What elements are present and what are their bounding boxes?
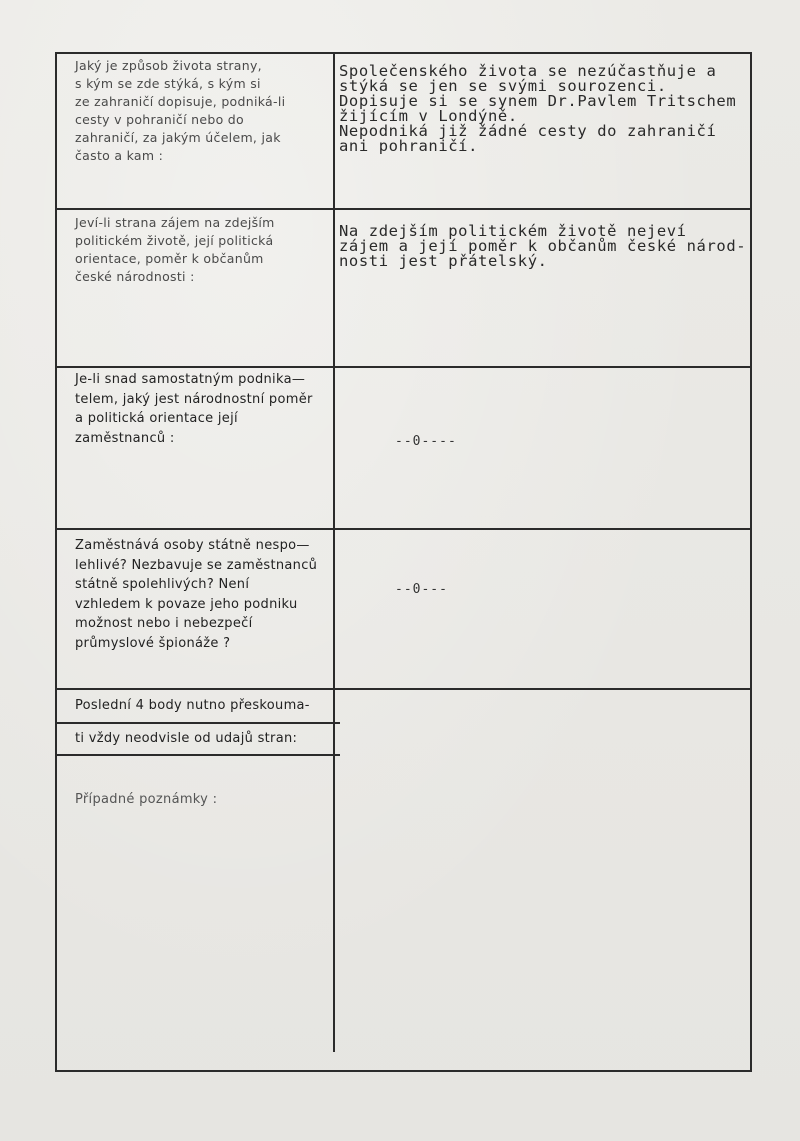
table-right-border (750, 52, 752, 1072)
question-employees: Zaměstnává osoby státně nespo— lehlivé? Nezbavuje se zaměstnanců státně spolehlivých? Není vzhledem k povaze jeho podniku možnost nebo i nebezpečí průmyslové špionáže ? (75, 538, 318, 651)
question-entrepreneur: Je-li snad samostatným podnika— telem, jaký jest národnostní poměr a politická orientace její zaměstnanců : (75, 372, 313, 446)
row-divider-3 (55, 528, 752, 530)
row-divider-5 (55, 722, 340, 724)
answer-employees: --0--- (395, 582, 448, 597)
table-left-border (55, 52, 57, 1072)
row-divider-6 (55, 754, 340, 756)
table-bottom-border (55, 1070, 752, 1072)
question-political-interest: Jeví-li strana zájem na zdejším politickém životě, její politická orientace, poměr k občanům české národnosti : (75, 215, 275, 284)
row-divider-1 (55, 208, 752, 210)
questionnaire-form (55, 52, 752, 1072)
answer-lifestyle: Společenského života se nezúčastňuje a stýká se jen se svými sourozenci. Dopisuje si se synem Dr.Pavlem Tritschem žijícím v Londýně. Nepodniká již žádné cesty do zahraničí ani pohraničí. (339, 62, 737, 155)
answer-political-interest: Na zdejším politickém životě nejeví zájem a její poměr k občanům české národ- nosti jest přátelský. (339, 222, 747, 270)
row-divider-4 (55, 688, 752, 690)
answer-entrepreneur: --0---- (395, 434, 457, 449)
row-divider-2 (55, 366, 752, 368)
notes-label: Případné poznámky : (75, 792, 218, 807)
review-instruction-line1: Poslední 4 body nutno přeskouma- (75, 698, 310, 713)
table-top-border (55, 52, 752, 54)
review-instruction-line2: ti vždy neodvisle od udajů stran: (75, 731, 298, 746)
question-lifestyle: Jaký je způsob života strany, s kým se zde stýká, s kým si ze zahraničí dopisuje, podniká-li cesty v pohraničí nebo do zahraničí, za jakým účelem, jak často a kam : (75, 58, 286, 163)
